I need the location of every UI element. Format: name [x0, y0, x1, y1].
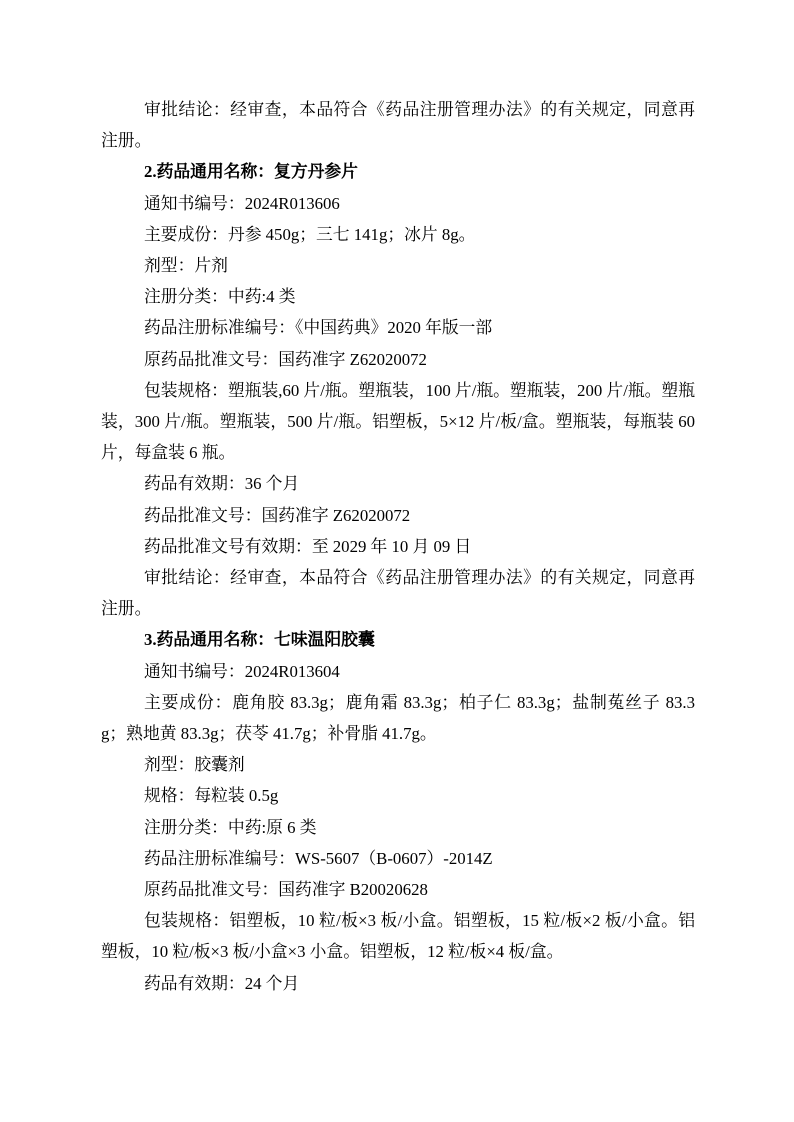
packaging-spec-field: 包装规格：铝塑板，10 粒/板×3 板/小盒。铝塑板，15 粒/板×2 板/小盒。铝塑板，10 粒/板×3 板/小盒×3 小盒。铝塑板，12 粒/板×4 板/盒。	[101, 911, 695, 962]
registration-standard-number-field: 药品注册标准编号：《中国药典》2020 年版一部	[144, 318, 493, 338]
drug-section-3-heading: 3.药品通用名称：七味温阳胶囊	[144, 630, 375, 650]
registration-category-field: 注册分类：中药:4 类	[144, 287, 296, 307]
original-approval-number-field: 原药品批准文号：国药准字 B20020628	[144, 880, 428, 900]
dosage-form-field: 剂型：片剂	[144, 256, 228, 276]
drug-section-3	[101, 624, 695, 998]
dosage-form-field: 剂型：胶囊剂	[144, 755, 245, 775]
drug-section-2-heading: 2.药品通用名称：复方丹参片	[144, 162, 358, 182]
registration-category-field: 注册分类：中药:原 6 类	[144, 817, 317, 837]
main-ingredients-field: 主要成份：丹参 450g；三七 141g；冰片 8g。	[144, 224, 476, 244]
drug-section-2	[101, 156, 695, 624]
notice-number-field: 通知书编号：2024R013606	[144, 193, 340, 213]
shelf-life-field: 药品有效期：24 个月	[144, 973, 300, 993]
registration-standard-number-field: 药品注册标准编号：WS-5607（B-0607）-2014Z	[144, 848, 493, 868]
approval-conclusion-paragraph: 审批结论：经审查，本品符合《药品注册管理办法》的有关规定，同意再注册。	[101, 568, 695, 619]
specification-field: 规格：每粒装 0.5g	[144, 786, 279, 806]
shelf-life-field: 药品有效期：36 个月	[144, 474, 300, 494]
approval-conclusion-paragraph: 审批结论：经审查，本品符合《药品注册管理办法》的有关规定，同意再注册。	[101, 100, 695, 151]
main-ingredients-field: 主要成份：鹿角胶 83.3g；鹿角霜 83.3g；柏子仁 83.3g；盐制菟丝子 83.3g；熟地黄 83.3g；茯苓 41.7g；补骨脂 41.7g。	[101, 692, 695, 744]
approval-number-validity-field: 药品批准文号有效期：至 2029 年 10 月 09 日	[144, 536, 472, 556]
notice-number-field: 通知书编号：2024R013604	[144, 661, 340, 681]
approval-number-field: 药品批准文号：国药准字 Z62020072	[144, 505, 411, 525]
original-approval-number-field: 原药品批准文号：国药准字 Z62020072	[144, 349, 427, 369]
packaging-spec-field: 包装规格：塑瓶装,60 片/瓶。塑瓶装，100 片/瓶。塑瓶装，200 片/瓶。塑瓶装，300 片/瓶。塑瓶装，500 片/瓶。铝塑板，5×12 片/板/盒。塑瓶装，每瓶装 60 片，每盒装 6 瓶。	[101, 380, 695, 463]
